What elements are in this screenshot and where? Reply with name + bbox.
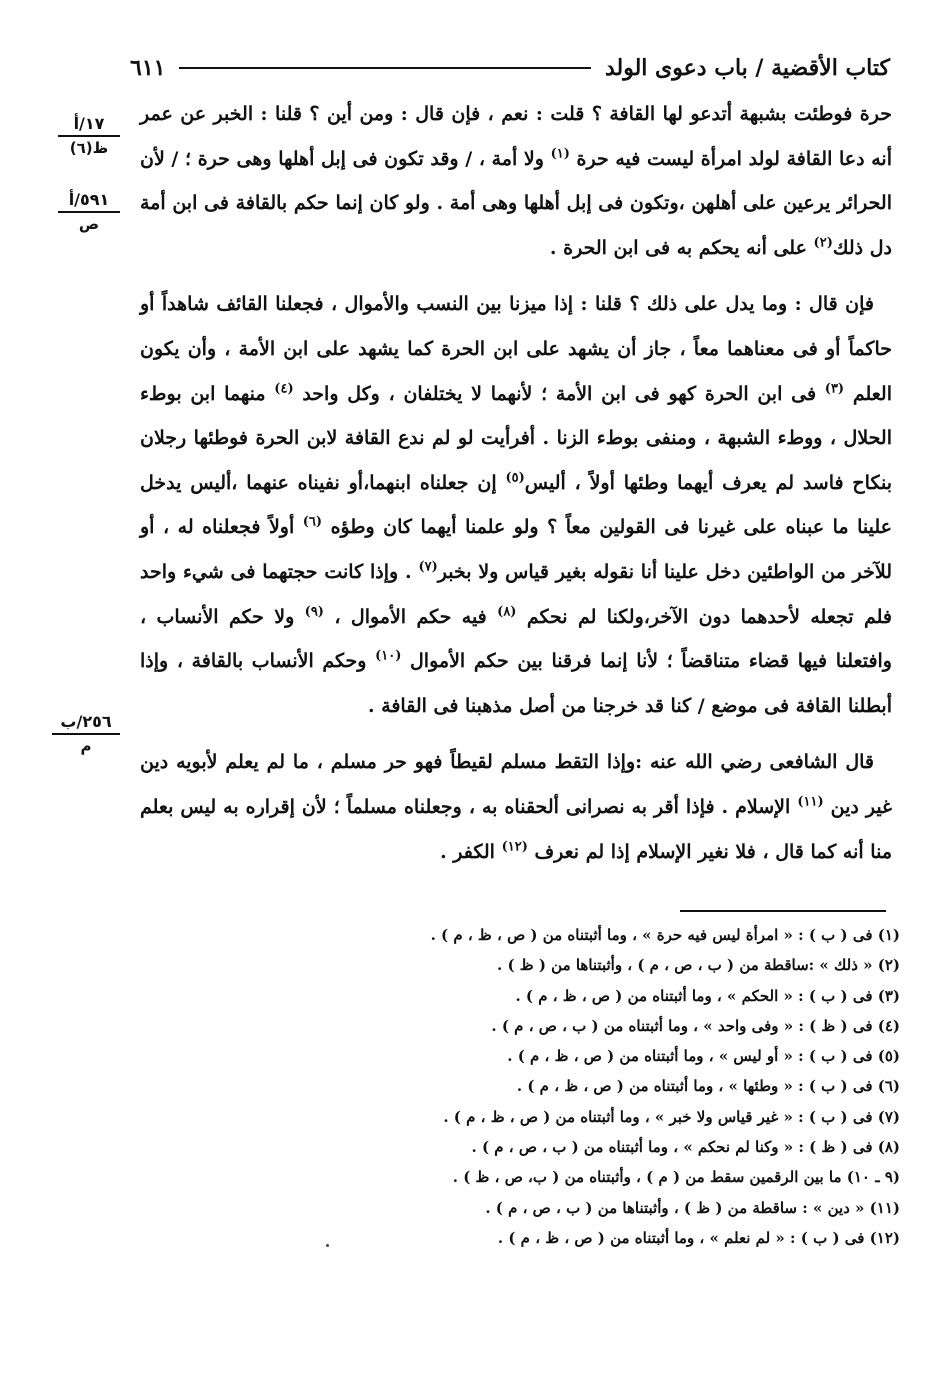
text-run: ولا حكم الأنساب ، وافتعلنا فيها قضاء متناقضاً ؛ لأنا إنما فرقنا بين حكم الأموال xyxy=(140,605,892,673)
footnote-reference: (٧) xyxy=(418,559,438,575)
footnote-reference: (١١) xyxy=(797,794,824,810)
text-run: على أنه يحكم به فى ابن الحرة . xyxy=(549,236,814,259)
text-run: حرة فوطئت بشبهة أتدعو لها القافة ؟ قلت : نعم ، فإن قال : ومن أين ؟ قلنا : الخبر عن عمر أنه دعا القافة لولد امرأة ليست فيه حرة xyxy=(140,103,892,170)
footnote-reference: (١٠) xyxy=(375,648,402,664)
text-run: فيه حكم الأموال ، xyxy=(323,605,498,628)
text-run: إن جعلناه ابنهما،أو نفيناه عنهما ،أليس يدخل علينا ما عبناه على غيرنا فى القولين معاً ؟ ولو علمنا أيهما كان وطؤه xyxy=(140,471,892,539)
text-run: الكفر . xyxy=(440,840,502,863)
footnote-reference: (٩) xyxy=(304,604,324,620)
paragraph-1 xyxy=(140,92,892,270)
margin-note-1 xyxy=(58,114,120,157)
footnote-reference: (١) xyxy=(550,146,570,162)
chapter-title: كتاب الأقضية / باب دعوى الولد xyxy=(604,55,890,81)
footnote-reference: (٥) xyxy=(505,470,525,486)
text-run: فى ابن الحرة كهو فى ابن الأمة ؛ لأنهما لا يختلفان ، وكل واحد xyxy=(293,382,825,405)
footnote: (١٢) فى ( ب ) : « لم نعلم » ، وما أثبتناه من ( ص ، ظ ، م ) . xyxy=(497,1228,900,1247)
main-text xyxy=(140,92,892,874)
footnote: (١) فى ( ب ) : « امرأة ليس فيه حرة » ، وما أثبتناه من ( ص ، ظ ، م ) . xyxy=(430,926,900,944)
footnote-reference: (٨) xyxy=(497,604,517,620)
margin-note-ref: ٥٩١/أ xyxy=(58,190,120,213)
footnote: (٣) فى ( ب ) : « الحكم » ، وما أثبتناه من ( ص ، ظ ، م ) . xyxy=(515,986,900,1005)
stray-dot xyxy=(326,1244,329,1247)
text-run: . وإذا كانت حجتهما فى شيء واحد فلم تجعله لأحدهما دون الآخر،ولكنا لم نحكم xyxy=(140,560,892,628)
footnote: (٩ ـ ١٠) ما بين الرقمين سقط من ( م ) ، وأثبتناه من ( ب، ص ، ظ ) . xyxy=(452,1168,900,1187)
header-rule xyxy=(179,67,591,69)
footnote-reference: (٣) xyxy=(824,381,845,397)
margin-note-source: م xyxy=(80,737,92,755)
footnote: (٤) فى ( ظ ) : « وفى واحد » ، وما أثبتناه من ( ب ، ص ، م ) . xyxy=(491,1016,900,1035)
margin-note-source: ص xyxy=(78,215,100,233)
footnote: (٧) فى ( ب ) : « غير قياس ولا خبر » ، وما أثبتناه من ( ص ، ظ ، م ) . xyxy=(443,1107,900,1126)
paragraph-2 xyxy=(140,282,892,728)
text-run: وحكم الأنساب بالقافة ، وإذا أبطلنا القافة فى موضع / كنا قد خرجنا من أصل مذهبنا فى القافة . xyxy=(140,650,892,717)
margin-note-3 xyxy=(52,712,120,755)
running-header xyxy=(130,48,890,88)
footnote: (٥) فى ( ب ) : « أو ليس » ، وما أثبتناه من ( ص ، ظ ، م ) . xyxy=(507,1047,900,1066)
text-run: أولاً فجعلناه له ، أو للآخر من الواطئين دخل علينا أنا نقوله بغير قياس ولا بخبر xyxy=(140,516,892,583)
text-run: فإن قال : وما يدل على ذلك ؟ قلنا : إذا ميزنا بين النسب والأموال ، فجعلنا القائف شاهداً أو حاكماً أو فى معناهما معاً ، جاز أن يشهد على ابن الحرة كما يشهد على ابن الأمة ، وأن يكون العلم xyxy=(140,293,892,405)
footnote-reference: (١٢) xyxy=(501,839,528,855)
margin-note-source: ظ(٦) xyxy=(69,139,109,157)
footnote-rule xyxy=(680,910,886,912)
paragraph-3 xyxy=(140,740,892,874)
footnote: (١١) « دين » : ساقطة من ( ظ ) ، وأثبتناها من ( ب ، ص ، م ) . xyxy=(485,1198,900,1217)
page-number: ٦١١ xyxy=(130,55,166,81)
footnote: (٨) فى ( ظ ) : « وكنا لم نحكم » ، وما أثبتناه من ( ب ، ص ، م ) . xyxy=(471,1138,900,1157)
text-run: منهما ابن بوطء الحلال ، ووطء الشبهة ، ومنفى بوطء الزنا . أفرأيت لو لم ندع القافة لابن الحرة فوطئها رجلان بنكاح فاسد لم يعرف أيهما وطئها أولاً ، أليس xyxy=(140,382,893,494)
margin-note-ref: ١٧/أ xyxy=(58,114,120,137)
margin-note-ref: ٢٥٦/ب xyxy=(52,712,120,735)
footnotes xyxy=(200,920,900,1253)
footnote-reference: (٤) xyxy=(274,381,294,397)
margin-note-2 xyxy=(58,190,120,233)
footnote-reference: (٦) xyxy=(302,515,323,531)
footnote: (٢) « ذلك » :ساقطة من ( ب ، ص ، م ) ، وأثبتناها من ( ظ ) . xyxy=(497,956,900,975)
text-run: ولا أمة ، / وقد تكون فى إبل أهلها وهى حرة ؛ / لأن الحرائر يرعين على أهلهن ،وتكون فى إبل أهلها وهى أمة . ولو كان إنما حكم بالقافة فى ابن أمة دل ذلك xyxy=(140,147,892,259)
text-run: قال الشافعى رضي الله عنه :وإذا التقط مسلم لقيطاً فهو حر مسلم ، ما لم يعلم لأبويه دين غير دين xyxy=(140,751,892,818)
text-run: الإسلام . فإذا أقر به نصرانى ألحقناه به ، وجعلناه مسلماً ؛ لأن إقراره به ليس بعلم منا أنه كما قال ، فلا نغير الإسلام إذا لم نعرف xyxy=(140,795,892,863)
footnote-reference: (٢) xyxy=(813,235,833,251)
footnote: (٦) فى ( ب ) : « وطئها » ، وما أثبتناه من ( ص ، ظ ، م ) . xyxy=(516,1077,900,1096)
